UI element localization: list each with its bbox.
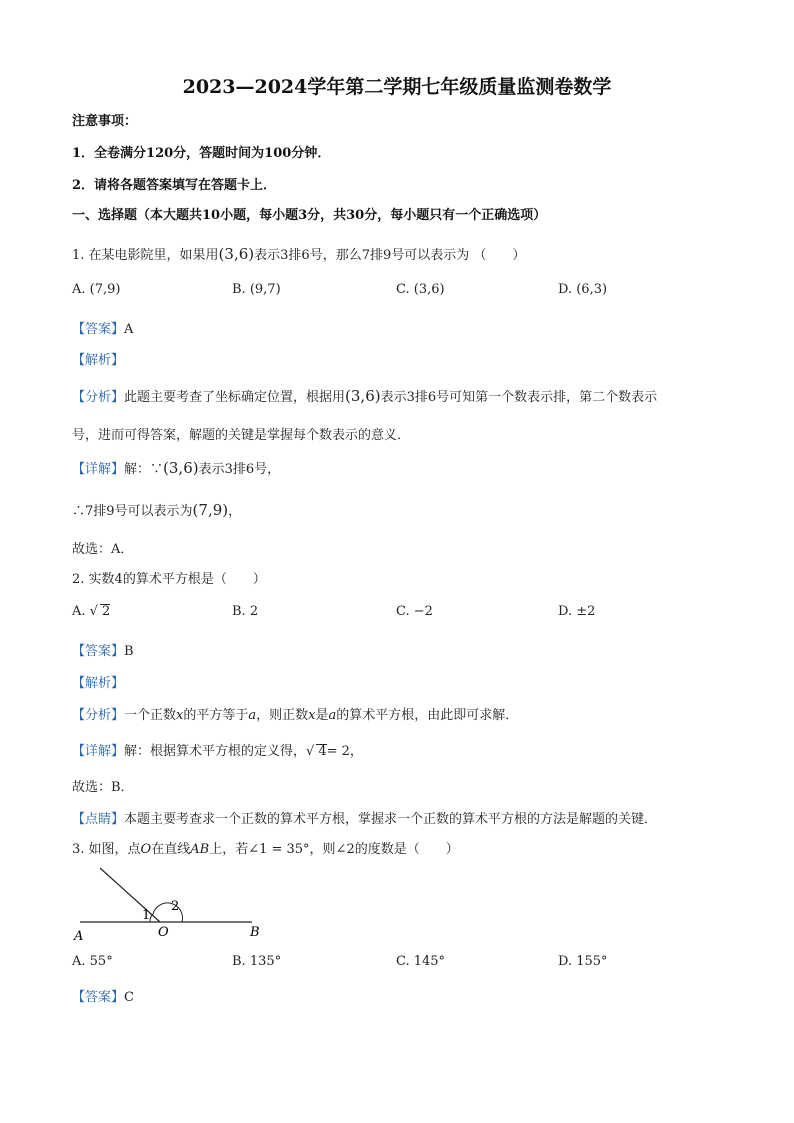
q1-detail-line-2: ∴7排9号可以表示为(7,9)， [72,501,242,519]
q3-angle-figure [70,862,270,944]
q1-option-c[interactable]: C. (3,6) [396,282,445,297]
q3-option-b[interactable]: B. 135° [232,954,282,969]
question-1-stem: 1. 在某电影院里，如果用(3,6)表示3排6号，那么7排9号可以表示为 （ ） [72,245,526,263]
q2-dianjing: 【点睛】本题主要考查求一个正数的算术平方根，掌握求一个正数的算术平方根的方法是解题的关键． [72,812,658,827]
q1-fenxi-line-1: 【分析】此题主要考查了坐标确定位置，根据用(3,6)表示3排6号可知第一个数表示排，第二个数表示 [72,387,658,405]
q2-choose: 故选：B． [72,780,134,795]
q2-answer: 【答案】B [72,644,134,659]
q1-option-b[interactable]: B. (9,7) [232,282,281,297]
q1-choose: 故选：A． [72,542,134,557]
question-2-stem: 2. 实数4的算术平方根是（ ） [72,572,266,587]
q1-answer: 【答案】A [72,322,134,337]
q2-option-c[interactable]: C. −2 [396,604,433,619]
q2-option-d[interactable]: D. ±2 [558,604,596,619]
question-3-stem: 3. 如图，点O在直线AB上，若∠1 = 35°，则∠2的度数是（ ） [72,842,459,857]
q3-option-c[interactable]: C. 145° [396,954,446,969]
label-angle-2: 2 [171,899,180,914]
label-point-a: A [74,929,84,944]
notice-item-2: 2．请将各题答案填写在答题卡上． [72,178,277,193]
q1-option-d[interactable]: D. (6,3) [558,282,608,297]
notice-item-1: 1．全卷满分120分，答题时间为100分钟． [72,146,331,161]
q1-fenxi-line-2: 号，进而可得答案，解题的关键是掌握每个数表示的意义． [72,428,411,443]
label-point-b: B [250,925,260,940]
label-point-o: O [158,925,169,940]
q3-option-d[interactable]: D. 155° [558,954,608,969]
q1-analysis-tag: 【解析】 [72,353,125,368]
q3-option-a[interactable]: A. 55° [72,954,113,969]
section-1-heading: 一、选择题（本大题共10小题，每小题3分，共30分，每小题只有一个正确选项） [72,208,547,223]
label-angle-1: 1 [142,908,151,923]
q2-analysis-tag: 【解析】 [72,676,125,691]
page-title: 2023—2024学年第二学期七年级质量监测卷数学 [182,76,612,98]
notice-heading: 注意事项： [72,114,138,129]
q2-detail: 【详解】解：根据算术平方根的定义得，√ 4= 2， [72,744,363,759]
q2-option-a[interactable]: A. √ 2 [72,604,111,619]
q1-detail-line-1: 【详解】解：∵(3,6)表示3排6号， [72,459,281,477]
q1-option-a[interactable]: A. (7,9) [72,282,121,297]
q2-fenxi: 【分析】一个正数x的平方等于a，则正数x是a的算术平方根，由此即可求解． [72,708,519,723]
ray-oc [100,868,160,922]
q2-option-b[interactable]: B. 2 [232,604,259,619]
q3-answer: 【答案】C [72,990,134,1005]
angle-1-arc [150,914,153,922]
